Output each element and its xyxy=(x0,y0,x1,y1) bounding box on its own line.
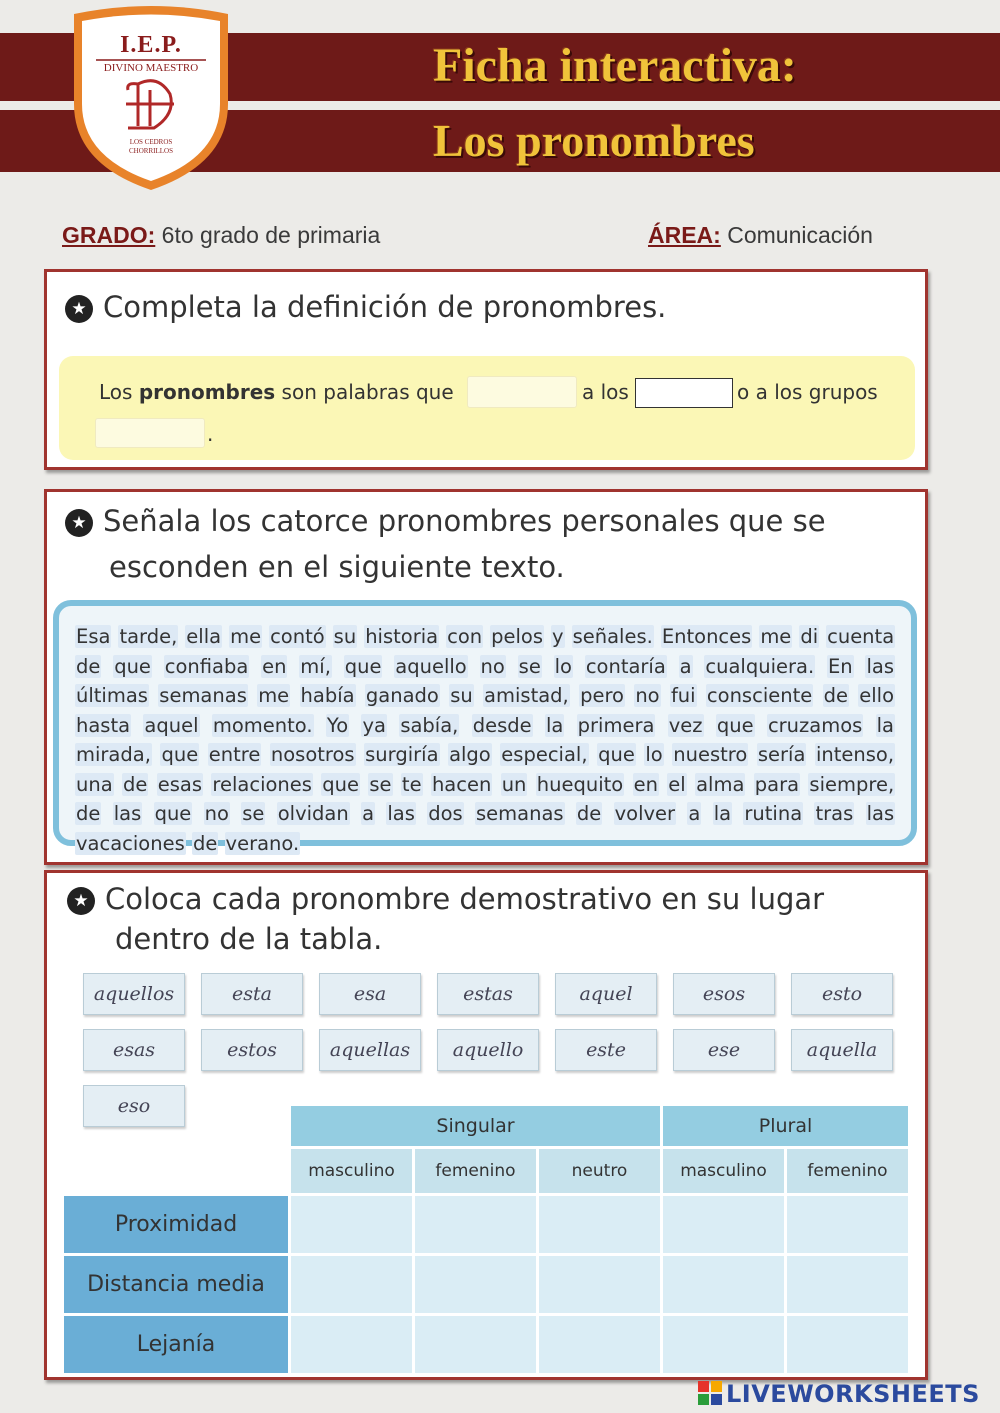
answer-blank-3[interactable] xyxy=(95,418,205,448)
selectable-word[interactable]: se xyxy=(242,802,265,825)
selectable-word[interactable]: sería xyxy=(757,743,806,766)
selectable-word[interactable]: su xyxy=(333,625,357,648)
crest-location: LOS CEDROS CHORRILLOS xyxy=(129,138,173,155)
selectable-word[interactable]: ya xyxy=(362,713,386,737)
drop-cell[interactable] xyxy=(539,1316,660,1373)
selectable-word[interactable]: últimas xyxy=(76,684,148,707)
selectable-word[interactable]: olvidan xyxy=(277,802,349,825)
selectable-word[interactable]: la xyxy=(713,802,732,825)
pronoun-tile[interactable]: esa xyxy=(319,973,421,1015)
selectable-word[interactable]: ella xyxy=(186,625,222,648)
pronoun-tile[interactable]: esta xyxy=(201,973,303,1015)
selectable-word[interactable]: me xyxy=(760,625,792,648)
demonstrative-table xyxy=(61,1103,911,1376)
selectable-word[interactable]: de xyxy=(76,802,101,825)
pronoun-tile[interactable]: eso xyxy=(83,1085,185,1127)
subheader-plural-masculino: masculino xyxy=(663,1149,784,1193)
selectable-word[interactable]: mirada, xyxy=(76,743,151,766)
exercise-2-instruction: ★ Señala los catorce pronombres personales que se esconden en el siguiente texto. xyxy=(65,498,826,590)
selectable-word[interactable]: de xyxy=(123,772,148,796)
selectable-word[interactable]: pero xyxy=(580,684,624,707)
selectable-word[interactable]: para xyxy=(754,772,800,796)
drop-cell[interactable] xyxy=(415,1316,536,1373)
pronoun-tile[interactable]: esos xyxy=(673,973,775,1015)
selectable-word[interactable]: te xyxy=(401,772,422,796)
selectable-word[interactable]: desde xyxy=(472,713,532,737)
selectable-word[interactable]: que xyxy=(598,743,635,766)
selectable-word[interactable]: sabía, xyxy=(400,713,459,737)
pronoun-tile[interactable]: aquel xyxy=(555,973,657,1015)
selectable-word[interactable]: que xyxy=(154,802,192,825)
page-title: Ficha interactiva: xyxy=(433,39,797,92)
selectable-word[interactable]: vacaciones xyxy=(76,831,185,855)
pronoun-tile[interactable]: esas xyxy=(83,1029,185,1071)
selectable-word[interactable]: cualquiera. xyxy=(705,654,815,678)
selectable-word[interactable]: semanas xyxy=(159,684,247,707)
pronoun-tile[interactable]: aquella xyxy=(791,1029,893,1071)
selectable-word[interactable]: contaría xyxy=(585,654,666,678)
pronoun-tile[interactable]: ese xyxy=(673,1029,775,1071)
pronoun-tile[interactable]: esto xyxy=(791,973,893,1015)
exercise-1-panel xyxy=(44,269,928,470)
selectable-word[interactable]: mí, xyxy=(300,654,331,678)
selectable-word[interactable]: me xyxy=(258,684,290,707)
selectable-word[interactable]: tarde, xyxy=(119,625,178,648)
exercise-3-instruction: ★ Coloca cada pronombre demostrativo en su lugar dentro de la tabla. xyxy=(67,879,824,959)
definition-text-end: . xyxy=(207,422,214,446)
drop-cell[interactable] xyxy=(663,1256,784,1313)
selectable-word[interactable]: huequito xyxy=(536,772,624,796)
selectable-word[interactable]: un xyxy=(501,772,527,796)
selectable-word[interactable]: había xyxy=(300,684,355,707)
selectable-word[interactable]: la xyxy=(876,713,895,737)
selectable-word[interactable]: di xyxy=(800,625,819,648)
selectable-word[interactable]: Esa xyxy=(76,625,111,648)
selectable-word[interactable]: se xyxy=(369,772,392,796)
subheader-femenino: femenino xyxy=(415,1149,536,1193)
drop-cell[interactable] xyxy=(415,1256,536,1313)
area-label: ÁREA: xyxy=(648,222,721,248)
selectable-word[interactable]: me xyxy=(230,625,262,648)
selectable-word[interactable]: Yo xyxy=(326,713,349,737)
selectable-word[interactable]: con xyxy=(447,625,483,648)
selectable-paragraph xyxy=(75,622,895,858)
selectable-word[interactable]: momento. xyxy=(212,713,313,737)
selectable-word[interactable]: las xyxy=(113,802,142,825)
area-value: Comunicación xyxy=(727,222,873,248)
table-corner xyxy=(64,1106,288,1146)
selectable-word[interactable]: su xyxy=(450,684,473,707)
grade-value: 6to grado de primaria xyxy=(161,222,381,248)
selectable-word[interactable]: cuenta xyxy=(827,625,895,648)
selectable-word[interactable]: las xyxy=(866,802,895,825)
selectable-word[interactable]: a xyxy=(688,802,701,825)
drop-cell[interactable] xyxy=(291,1196,412,1253)
selectable-word[interactable]: entre xyxy=(208,743,261,766)
star-icon: ★ xyxy=(67,887,95,915)
selectable-word[interactable]: verano. xyxy=(225,831,300,855)
selectable-word[interactable]: rutina xyxy=(744,802,803,825)
selectable-word[interactable]: no xyxy=(204,802,229,825)
exercise-2-panel xyxy=(44,489,928,865)
drop-cell[interactable] xyxy=(539,1196,660,1253)
liveworksheets-icon xyxy=(698,1381,722,1405)
row-header-distancia-media: Distancia media xyxy=(64,1256,288,1313)
selectable-word[interactable]: amistad, xyxy=(484,684,569,707)
drop-cell[interactable] xyxy=(291,1316,412,1373)
school-crest xyxy=(66,4,236,194)
selectable-word[interactable]: vez xyxy=(668,713,703,737)
drop-cell[interactable] xyxy=(787,1316,908,1373)
crest-school-name: DIVINO MAESTRO xyxy=(103,62,199,74)
selectable-word[interactable]: especial, xyxy=(501,743,588,766)
selectable-word[interactable]: siempre, xyxy=(809,772,895,796)
selectable-word[interactable]: a xyxy=(362,802,375,825)
selectable-word[interactable]: aquel xyxy=(144,713,199,737)
selectable-word[interactable]: hacen xyxy=(431,772,492,796)
selectable-word[interactable]: tras xyxy=(815,802,854,825)
selectable-word[interactable]: en xyxy=(633,772,658,796)
subheader-masculino: masculino xyxy=(291,1149,412,1193)
selectable-word[interactable]: confiaba xyxy=(164,654,249,678)
selectable-word[interactable]: aquello xyxy=(395,654,467,678)
selectable-word[interactable]: de xyxy=(576,802,602,825)
selectable-word[interactable]: dos xyxy=(428,802,463,825)
drop-cell[interactable] xyxy=(787,1196,908,1253)
selectable-word[interactable]: a xyxy=(679,654,692,678)
selectable-word[interactable]: no xyxy=(480,654,505,678)
selectable-word[interactable]: de xyxy=(192,831,218,855)
selectable-word[interactable]: relaciones xyxy=(212,772,312,796)
selectable-word[interactable]: y xyxy=(552,625,564,648)
header-singular: Singular xyxy=(291,1106,660,1146)
selectable-word[interactable]: ello xyxy=(859,684,895,707)
drop-cell[interactable] xyxy=(787,1256,908,1313)
selectable-word[interactable]: cruzamos xyxy=(767,713,863,737)
subheader-plural-femenino: femenino xyxy=(787,1149,908,1193)
drop-cell[interactable] xyxy=(539,1256,660,1313)
selectable-word[interactable]: en xyxy=(262,654,287,678)
selectable-word[interactable]: que xyxy=(322,772,360,796)
selectable-word[interactable]: que xyxy=(161,743,199,766)
selectable-word[interactable]: lo xyxy=(645,743,663,766)
definition-text-3: o a los grupos xyxy=(737,380,878,404)
subheader-neutro: neutro xyxy=(539,1149,660,1193)
exercise-1-instruction: ★ Completa la definición de pronombres. xyxy=(65,284,666,330)
pronoun-tile[interactable]: estos xyxy=(201,1029,303,1071)
selectable-word[interactable]: no xyxy=(635,684,660,707)
selectable-word[interactable]: algo xyxy=(449,743,491,766)
answer-blank-2[interactable] xyxy=(635,378,733,408)
exercise-3-panel xyxy=(44,870,928,1380)
pronoun-tile[interactable]: aquellas xyxy=(319,1029,421,1071)
drop-cell[interactable] xyxy=(663,1196,784,1253)
selectable-word[interactable]: el xyxy=(668,772,686,796)
selectable-word[interactable]: alma xyxy=(696,772,745,796)
selectable-word[interactable]: pelos xyxy=(491,625,544,648)
text-box xyxy=(53,600,917,855)
drop-cell[interactable] xyxy=(291,1256,412,1313)
selectable-word[interactable]: de xyxy=(823,684,848,707)
selectable-word[interactable]: señales. xyxy=(572,625,653,648)
liveworksheets-logo: LIVEWORKSHEETS xyxy=(698,1380,980,1408)
pronoun-tile[interactable]: este xyxy=(555,1029,657,1071)
definition-text: Los pronombres son palabras que xyxy=(99,380,454,404)
selectable-word[interactable]: primera xyxy=(577,713,655,737)
page-subtitle: Los pronombres xyxy=(433,115,755,166)
row-header-proximidad: Proximidad xyxy=(64,1196,288,1253)
selectable-word[interactable]: una xyxy=(76,772,113,796)
selectable-word[interactable]: nuestro xyxy=(673,743,748,766)
table-corner-2 xyxy=(64,1149,288,1193)
selectable-word[interactable]: consciente xyxy=(706,684,813,707)
selectable-word[interactable]: contó xyxy=(270,625,325,648)
selectable-word[interactable]: semanas xyxy=(476,802,564,825)
selectable-word[interactable]: historia xyxy=(365,625,439,648)
selectable-word[interactable]: de xyxy=(76,654,101,678)
selectable-word[interactable]: que xyxy=(716,713,754,737)
selectable-word[interactable]: se xyxy=(518,654,541,678)
definition-text-2: a los xyxy=(582,380,629,404)
selectable-word[interactable]: las xyxy=(387,802,415,825)
selectable-word[interactable]: En xyxy=(827,654,853,678)
pronoun-tile[interactable]: estas xyxy=(437,973,539,1015)
selectable-word[interactable]: intenso, xyxy=(815,743,895,766)
star-icon: ★ xyxy=(65,509,93,537)
drop-cell[interactable] xyxy=(663,1316,784,1373)
selectable-word[interactable]: hasta xyxy=(76,713,131,737)
drop-cell[interactable] xyxy=(415,1196,536,1253)
answer-blank-1[interactable] xyxy=(467,376,577,408)
selectable-word[interactable]: ganado xyxy=(365,684,439,707)
pronoun-tile[interactable]: aquello xyxy=(437,1029,539,1071)
row-header-lejania: Lejanía xyxy=(64,1316,288,1373)
selectable-word[interactable]: las xyxy=(866,654,894,678)
selectable-word[interactable]: Entonces xyxy=(661,625,752,648)
crest-initials: I.E.P. xyxy=(120,32,182,58)
area-info xyxy=(648,222,873,249)
selectable-word[interactable]: fui xyxy=(670,684,696,707)
selectable-word[interactable]: la xyxy=(545,713,564,737)
grade-label: GRADO: xyxy=(62,222,156,248)
pronoun-tile[interactable]: aquellos xyxy=(83,973,185,1015)
selectable-word[interactable]: volver xyxy=(614,802,676,825)
selectable-word[interactable]: esas xyxy=(157,772,203,796)
selectable-word[interactable]: surgiría xyxy=(365,743,439,766)
grade-info xyxy=(62,222,380,249)
selectable-word[interactable]: nosotros xyxy=(270,743,355,766)
header-plural: Plural xyxy=(663,1106,908,1146)
selectable-word[interactable]: que xyxy=(114,654,151,678)
star-icon: ★ xyxy=(65,295,93,323)
selectable-word[interactable]: lo xyxy=(554,654,572,678)
selectable-word[interactable]: que xyxy=(344,654,382,678)
